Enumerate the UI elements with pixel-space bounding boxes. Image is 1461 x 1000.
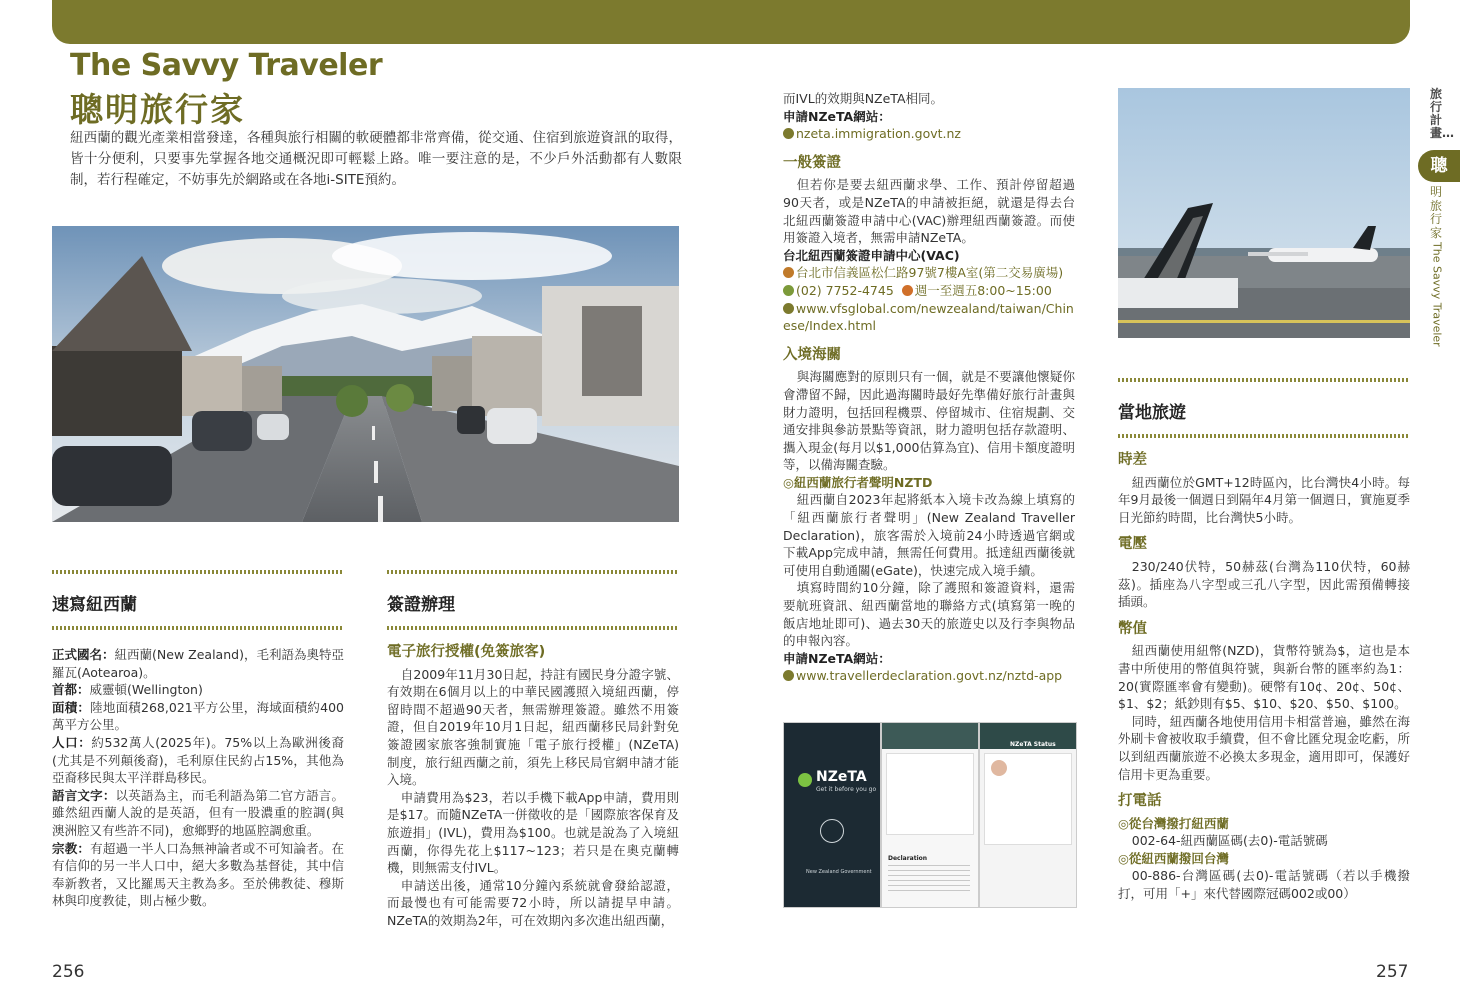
- page-title-en: The Savvy Traveler: [70, 48, 383, 83]
- stripe-overview-top: [52, 570, 344, 574]
- side-tab-marker: 聰: [1418, 150, 1460, 182]
- phone-screen-declaration: [881, 722, 979, 908]
- stripe-local-top: [1118, 378, 1410, 382]
- timezone-text: 紐西蘭位於GMT+12時區內，比台灣快4小時。每年9月最後一個週日到隔年4月第一個週日，實施夏季日光節約時間，比台灣快5小時。: [1118, 474, 1410, 525]
- call-from-tw: 002-64-紐西蘭區碼(去0)-電話號碼: [1131, 833, 1328, 849]
- globe-icon: [783, 128, 794, 139]
- currency-text: 同時，紐西蘭各地使用信用卡相當普遍，雖然在海外刷卡會被收取手續費，但不會比匯兌現金吃虧，所以到紐西蘭旅遊不必換太多現金，適用即可，保護好信用卡更為重要。: [1118, 713, 1410, 782]
- summary-card: [886, 753, 974, 835]
- stripe-visa-top: [387, 570, 679, 574]
- overview-item: 面積：陸地面積268,021平方公里，海域面積約400萬平方公里。: [52, 699, 344, 733]
- visa-column: [387, 638, 679, 930]
- page-number-right: 257: [1376, 962, 1409, 982]
- heading-voltage: 電壓: [1118, 536, 1147, 553]
- vac-web-line: [783, 300, 1075, 335]
- street-photo-drawing: [52, 226, 679, 522]
- nzeta-logo: NZeTA: [816, 769, 867, 785]
- overview-column: [52, 646, 344, 910]
- call-from-tw-label: ◎從台灣撥打紐西蘭: [1118, 815, 1229, 831]
- vfs-link[interactable]: www.vfsglobal.com/newzealand/taiwan/Chinese/Index.html: [783, 300, 1074, 334]
- visa-paragraph: 自2009年11月30日起，持註有國民身分證字號、有效期在6個月以上的中華民國護照入境紐西蘭，停留時間不超過90天者，無需辦理簽證。雖然不用簽證，但自2019年10月1日起，紐西蘭移民局針對免簽證國家旅客強制實施「電子旅行授權」(NZeTA) 制度，旅行紐西蘭之前，須先上移民局官網申請才能入境。: [387, 666, 679, 788]
- intro-paragraph: 紐西蘭的觀光產業相當發達，各種與旅行相關的軟硬體都非常齊備，從交通、住宿到旅遊資訊的取得，皆十分便利，只要事先掌握各地交通概況即可輕鬆上路。唯一要注意的是，不少戶外活動都有人數限制，若行程確定，不妨事先於網路或在各地i-SITE預約。: [70, 130, 682, 188]
- call-from-nz: 00-886-台灣區碼(去0)-電話號碼（若以手機撥打，可用「+」來代替國際冠碼002或00）: [1118, 868, 1410, 902]
- clock-icon: [902, 285, 913, 296]
- vac-address-line: 台北市信義區松仁路97號7樓A室(第二交易廣場): [783, 264, 1075, 282]
- phone-screen-status: [979, 722, 1077, 908]
- phone-screen-nzeta: [783, 722, 881, 908]
- nztd-paragraph: 填寫時間約10分鐘，除了護照和簽證資料，還需要航班資訊、紐西蘭當地的聯絡方式(填寫第一晚的飯店地址即可)、過去30天的旅遊史以及行李與物品的申報內容。: [783, 580, 1075, 649]
- nztd-web-label: 申請NZeTA網站：: [783, 650, 891, 666]
- visa-paragraph: 申請費用為$23，若以手機下載App申請，費用則是$17。而隨NZeTA一併徵收的是「國際旅客保育及旅遊捐」(IVL)，費用為$100。也就是說為了入境紐西蘭，你得先花上$117~123；若只是在奧克蘭轉機，則無需支付IVL。: [387, 789, 679, 876]
- currency-text: 紐西蘭使用紐幣(NZD)，貨幣符號為$，這也是本書中所使用的幣值與符號，與新台幣的匯率約為1：20(實際匯率會有變動)。硬幣有10¢、20¢、50¢、$1、$2；紙鈔則有$5、$10、$20、$50、$100。: [1118, 643, 1410, 712]
- side-tab-title: 明旅行家 The Savvy Traveler: [1430, 185, 1444, 347]
- call-from-nz-label: ◎從紐西蘭撥回台灣: [1118, 850, 1229, 866]
- phone-icon: [783, 285, 794, 296]
- page-number-left: 256: [52, 962, 85, 982]
- visa-column-continued: [783, 90, 1075, 685]
- town-street-photo: [52, 226, 679, 522]
- declaration-title: Declaration: [888, 855, 928, 862]
- overview-item: 語言文字：以英語為主，而毛利語為第二官方語言。雖然紐西蘭人說的是英語，但有一股濃重的腔調(與澳洲腔又有些許不同)，愈鄉野的地區腔調愈重。: [52, 787, 344, 838]
- heading-overview: 速寫紐西蘭: [52, 595, 137, 615]
- nztd-web-line: [783, 667, 1075, 685]
- heading-general-visa: 一般簽證: [783, 154, 841, 171]
- nz-government-label: New Zealand Government: [806, 869, 872, 875]
- nzeta-tagline: Get it before you go: [816, 786, 877, 793]
- overview-item: 首都：威靈頓(Wellington): [52, 682, 203, 698]
- side-tab-title-en: The Savvy Traveler: [1430, 242, 1444, 347]
- fern-emblem-icon: [820, 819, 844, 843]
- side-tab-chapter: 旅行計畫…: [1430, 87, 1455, 140]
- heading-calling: 打電話: [1118, 793, 1162, 810]
- location-pin-icon: [783, 267, 794, 278]
- vac-contact-line: (02) 7752-4745 週一至週五8:00~15:00: [783, 282, 1075, 300]
- heading-local: 當地旅遊: [1118, 403, 1186, 423]
- nztd-link[interactable]: www.travellerdeclaration.govt.nz/nztd-app: [796, 668, 1063, 684]
- overview-item: 正式國名：紐西蘭(New Zealand)，毛利語為奧特亞羅瓦(Aotearoa)。: [52, 647, 344, 680]
- phone-header-image: [882, 723, 978, 749]
- stripe-overview-bottom: [52, 626, 344, 630]
- status-title: NZeTA Status: [1010, 741, 1056, 748]
- avatar: [991, 760, 1007, 776]
- plane-photo-drawing: [1118, 88, 1410, 338]
- declaration-text-block: [888, 865, 970, 895]
- overview-item: 宗教：有超過一半人口為無神論者或不可知論者。在有信仰的另一半人口中，絕大多數為基督徒，其中信奉新教者，又比羅馬天主教為多。至於佛教徒、穆斯林與印度教徒，則占極少數。: [52, 840, 344, 909]
- stripe-local-bottom: [1118, 434, 1410, 438]
- globe-icon: [783, 303, 794, 314]
- nztd-paragraph: 紐西蘭自2023年起將紙本入境卡改為線上填寫的「紐西蘭旅行者聲明」(New Zealand Traveller Declaration)，旅客需於入境前24小時透過官網或下載App完成申請，無需任何費用。抵達紐西蘭後就可使用自動通關(eGate)，快速完成入境手續。: [783, 492, 1075, 578]
- local-column: [1118, 446, 1410, 903]
- heading-customs: 入境海關: [783, 346, 841, 363]
- subheading-eta: 電子旅行授權(免簽旅客): [387, 644, 546, 660]
- voltage-text: 230/240伏特，50赫茲(台灣為110伏特，60赫茲)。插座為八字型或三孔八字型，因此需預備轉接插頭。: [1118, 558, 1410, 610]
- nztd-title: ◎紐西蘭旅行者聲明NZTD: [783, 474, 933, 490]
- heading-visa: 簽證辦理: [387, 595, 455, 615]
- status-card: [984, 753, 1072, 845]
- heading-timezone: 時差: [1118, 452, 1147, 468]
- nzeta-web-line: [783, 125, 1075, 143]
- heading-currency: 幣值: [1118, 620, 1147, 637]
- nzeta-link[interactable]: nzeta.immigration.govt.nz: [796, 126, 961, 142]
- vac-name: 台北紐西蘭簽證申請中心(VAC): [783, 247, 960, 263]
- nzeta-web-label: 申請NZeTA網站：: [783, 108, 891, 124]
- customs-text: 與海關應對的原則只有一個，就是不要讓他懷疑你會滯留不歸，因此過海關時最好先準備好旅行計畫與財力證明，包括回程機票、停留城市、住宿規劃、交通安排與參訪景點等資訊，財力證明包括存款證明、攜入現金(每月以$1,000估算為宜)、信用卡額度證明等，以備海關查驗。: [783, 369, 1075, 473]
- stripe-visa-bottom: [387, 626, 679, 630]
- fern-logo-icon: [798, 773, 812, 787]
- top-banner: [52, 0, 1410, 44]
- airport-plane-photo: [1118, 88, 1410, 338]
- overview-item: 人口：約532萬人(2025年)。75%以上為歐洲後裔(尤其是不列顛後裔)，毛利原住民約占15%，其他為亞裔移民與太平洋群島移民。: [52, 734, 344, 786]
- visa-continued-text: 而IVL的效期與NZeTA相同。: [783, 91, 944, 106]
- general-visa-text: 但若你是要去紐西蘭求學、工作、預計停留超過90天者，或是NZeTA的申請被拒絕，就還是得去台北紐西蘭簽證申請中心(VAC)辦理紐西蘭簽證。而使用簽證入境者，無需申請NZeTA。: [783, 177, 1075, 246]
- visa-paragraph: 申請送出後，通常10分鐘內系統就會發給認證，而最慢也有可能需要72小時，所以請提早申請。NZeTA的效期為2年，可在效期內多次進出紐西蘭，: [387, 877, 679, 928]
- page-title-zh: 聰明旅行家: [70, 90, 245, 129]
- globe-icon: [783, 670, 794, 681]
